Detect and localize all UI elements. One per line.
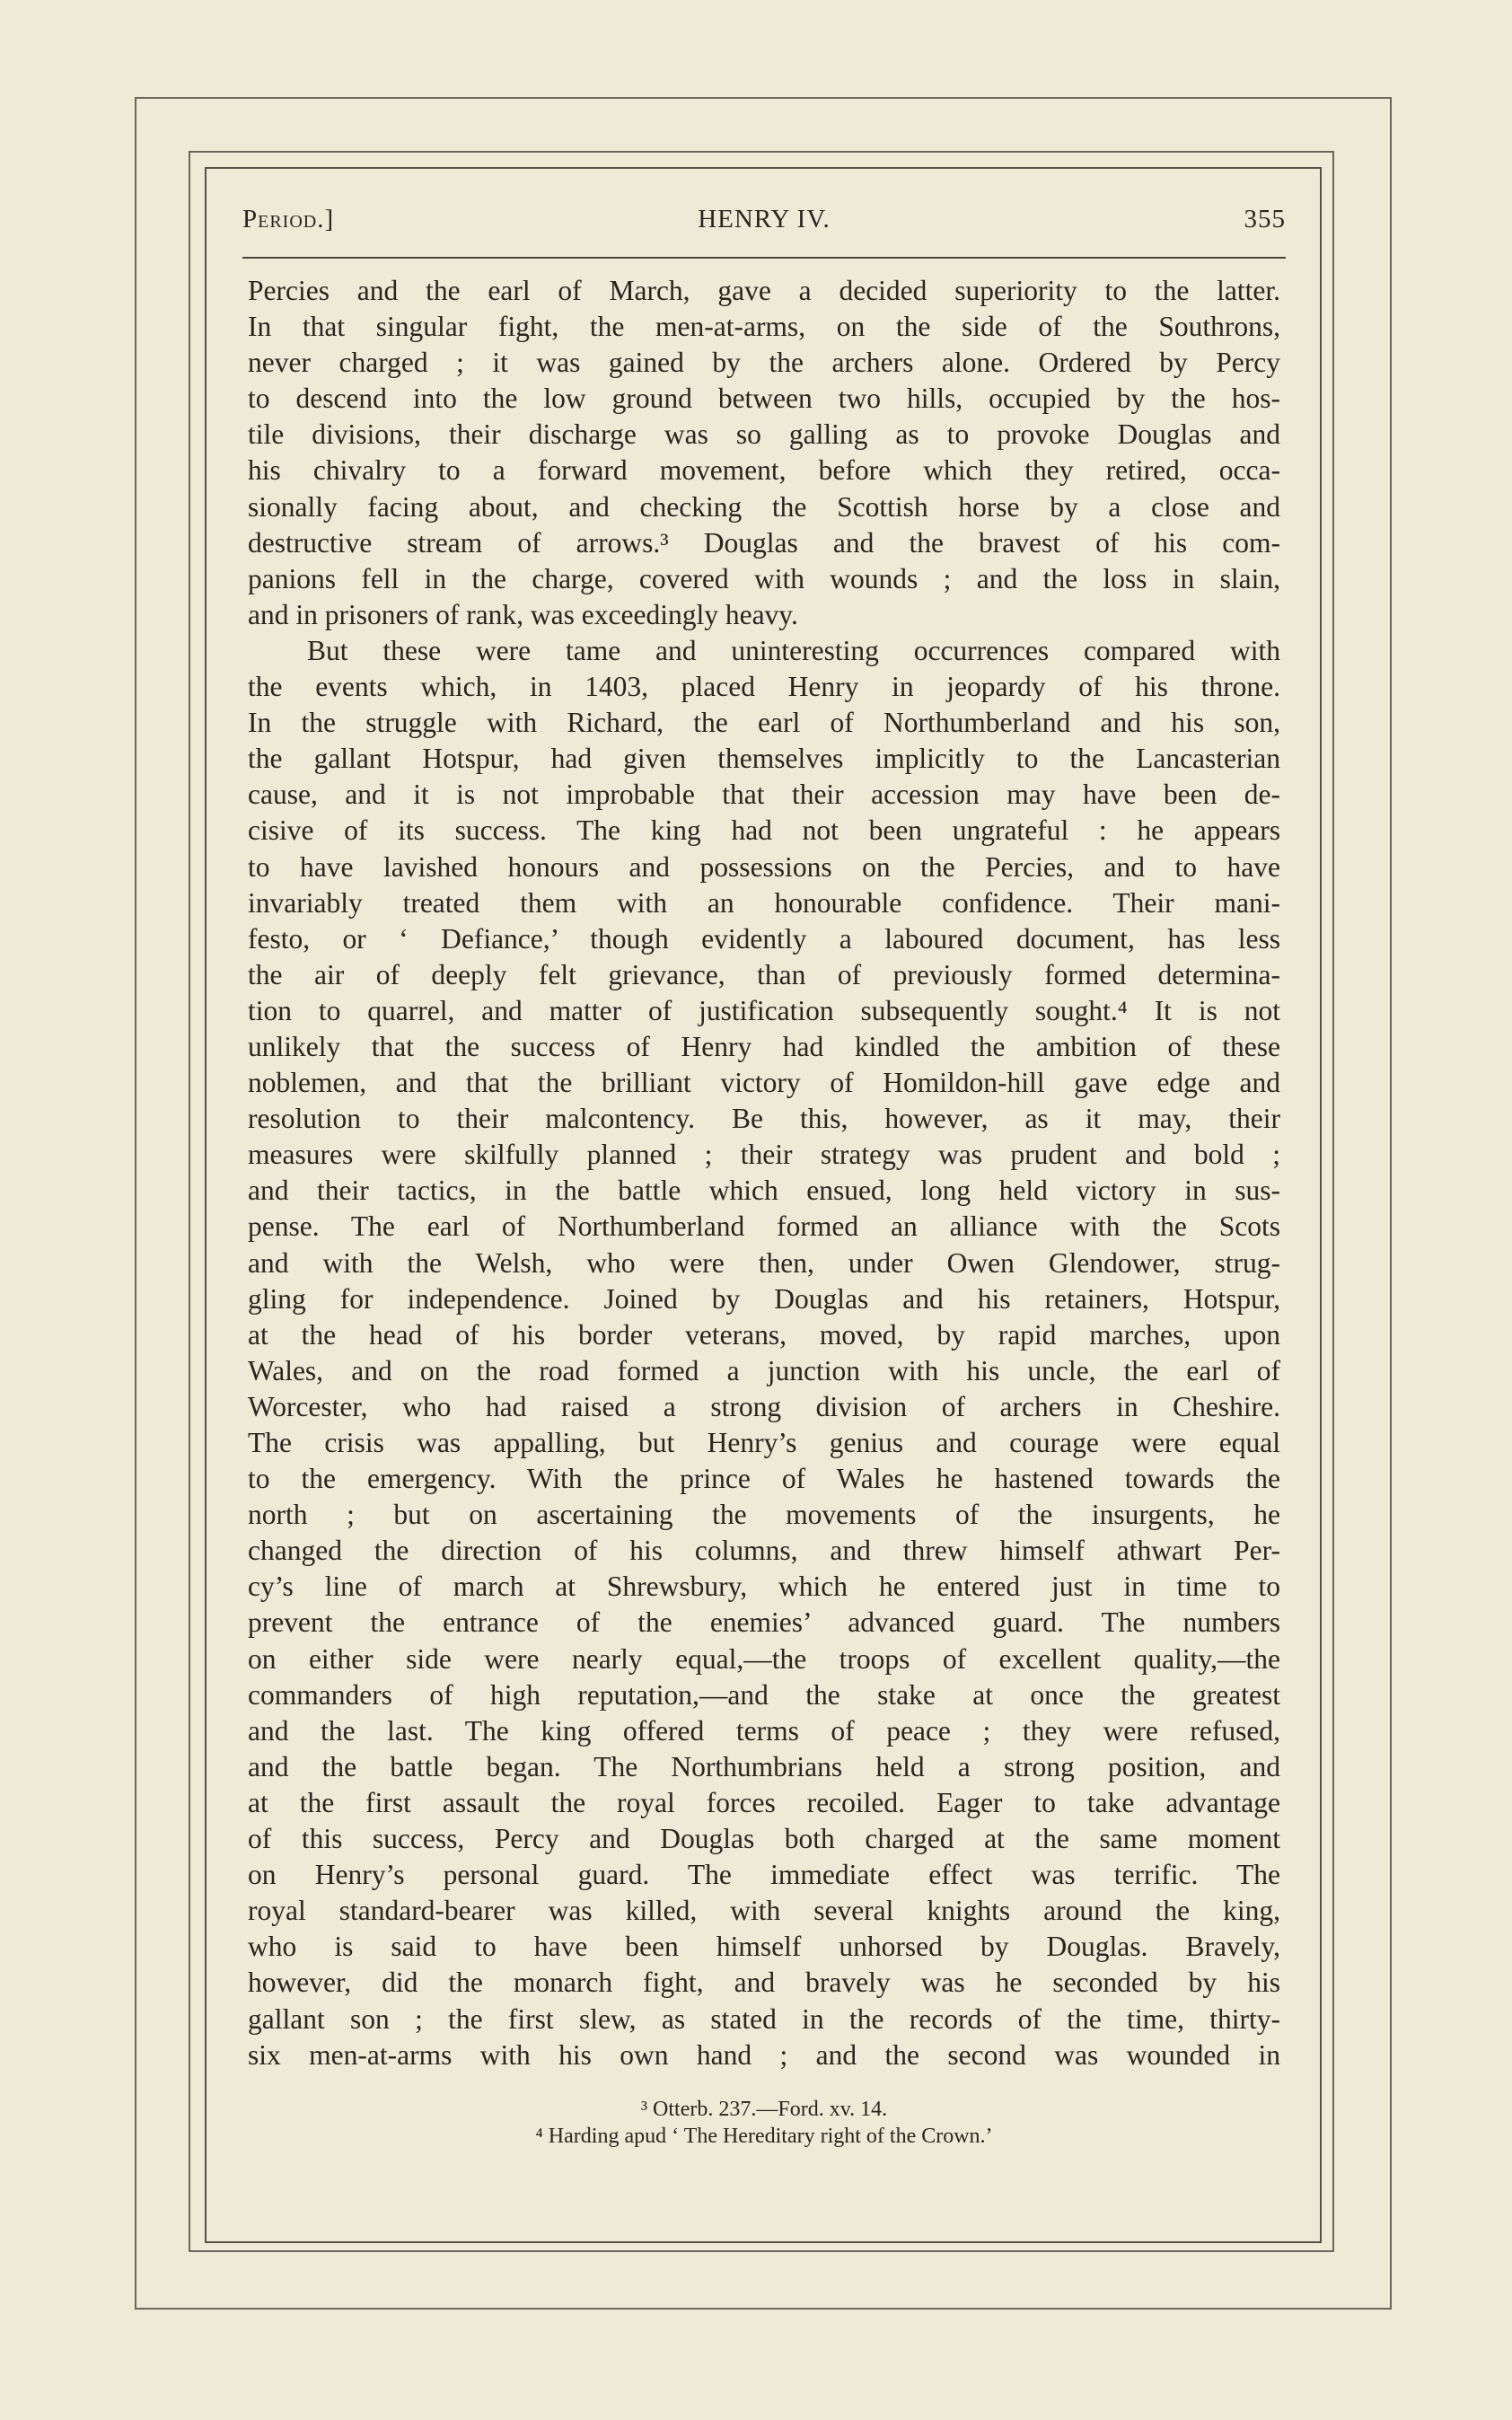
text-line: unlikely that the success of Henry had kindled the ambition of these — [248, 1030, 1280, 1062]
text-line: gallant son ; the first slew, as stated in the records of the time, thirty- — [248, 2002, 1280, 2035]
text-line: changed the direction of his columns, and threw himself athwart Per- — [248, 1535, 1280, 1567]
text-line: however, did the monarch fight, and bravely was he seconded by his — [248, 1967, 1280, 1999]
text-line: festo, or ‘ Defiance,’ though evidently a laboured document, has less — [248, 922, 1280, 955]
text-line: on either side were nearly equal,—the troops of excellent quality,—the — [248, 1642, 1280, 1675]
text-line: six men-at-arms with his own hand ; and the second was wounded in — [248, 2038, 1280, 2071]
page-number: 355 — [1244, 205, 1286, 233]
text-line: on Henry’s personal guard. The immediate effect was terrific. The — [248, 1859, 1280, 1891]
text-line: panions fell in the charge, covered with wounds ; and the loss in slain, — [248, 562, 1280, 594]
text-line: In that singular fight, the men-at-arms, on the side of the Southrons, — [248, 311, 1280, 343]
text-line: Worcester, who had raised a strong division of archers in Cheshire. — [248, 1390, 1280, 1422]
text-line: destructive stream of arrows.³ Douglas and the bravest of his com- — [248, 526, 1280, 559]
text-line: of this success, Percy and Douglas both charged at the same moment — [248, 1823, 1280, 1855]
text-line: his chivalry to a forward movement, before which they retired, occa- — [248, 454, 1280, 487]
text-line: resolution to their malcontency. Be this, however, as it may, their — [248, 1103, 1280, 1135]
text-line: the air of deeply felt grievance, than of previously formed determina- — [248, 958, 1280, 990]
text-line: commanders of high reputation,—and the stake at once the greatest — [248, 1678, 1280, 1711]
text-line: and in prisoners of rank, was exceedingly heavy. — [248, 598, 798, 630]
text-line: and their tactics, in the battle which ensued, long held victory in sus- — [248, 1175, 1280, 1207]
text-line: cause, and it is not improbable that their accession may have been de- — [248, 779, 1280, 811]
footnote-4: ⁴ Harding apud ‘ The Hereditary right of the Crown.’ — [535, 2125, 993, 2148]
running-head-section: Period.] — [242, 205, 335, 233]
text-line: north ; but on ascertaining the movements of the insurgents, he — [248, 1499, 1280, 1531]
text-line: at the head of his border veterans, moved, by rapid marches, upon — [248, 1318, 1280, 1351]
running-head-title: HENRY IV. — [698, 205, 831, 233]
footnote-3: ³ Otterb. 237.—Ford. xv. 14. — [640, 2098, 888, 2121]
text-line: and the last. The king offered terms of peace ; they were refused, — [248, 1714, 1280, 1747]
text-line: never charged ; it was gained by the archers alone. Ordered by Percy — [248, 347, 1280, 379]
text-line: to descend into the low ground between two hills, occupied by the hos- — [248, 383, 1280, 415]
text-line: royal standard-bearer was killed, with several knights around the king, — [248, 1895, 1280, 1927]
text-line: prevent the entrance of the enemies’ advanced guard. The numbers — [248, 1606, 1280, 1639]
text-line: and the battle began. The Northumbrians held a strong position, and — [248, 1750, 1280, 1782]
header-rule — [242, 257, 1286, 259]
text-line: But these were tame and uninteresting occurrences compared with — [307, 634, 1280, 666]
running-head — [242, 205, 1286, 244]
text-line: tion to quarrel, and matter of justification subsequently sought.⁴ It is not — [248, 994, 1280, 1026]
text-line: noblemen, and that the brilliant victory of Homildon-hill gave edge and — [248, 1067, 1280, 1099]
text-line: measures were skilfully planned ; their strategy was prudent and bold ; — [248, 1139, 1280, 1171]
text-line: Percies and the earl of March, gave a decided superiority to the latter. — [248, 275, 1280, 306]
text-line: to the emergency. With the prince of Wales he hastened towards the — [248, 1463, 1280, 1495]
text-line: Wales, and on the road formed a junction with his uncle, the earl of — [248, 1354, 1280, 1386]
text-line: who is said to have been himself unhorsed by Douglas. Bravely, — [248, 1931, 1280, 1963]
text-line: the gallant Hotspur, had given themselves implicitly to the Lancasterian — [248, 743, 1280, 775]
text-line: sionally facing about, and checking the Scottish horse by a close and — [248, 490, 1280, 523]
text-line: In the struggle with Richard, the earl of Northumberland and his son, — [248, 707, 1280, 739]
text-line: pense. The earl of Northumberland formed an alliance with the Scots — [248, 1210, 1280, 1243]
text-line: to have lavished honours and possessions on the Percies, and to have — [248, 850, 1280, 883]
body-text — [248, 273, 1280, 2073]
text-line: invariably treated them with an honourable confidence. Their mani- — [248, 886, 1280, 919]
text-line: cisive of its success. The king had not been ungrateful : he appears — [248, 814, 1280, 847]
footnotes — [248, 2096, 1280, 2150]
text-line: and with the Welsh, who were then, under Owen Glendower, strug- — [248, 1246, 1280, 1279]
text-line: The crisis was appalling, but Henry’s genius and courage were equal — [248, 1427, 1280, 1458]
text-line: cy’s line of march at Shrewsbury, which he entered just in time to — [248, 1571, 1280, 1603]
text-line: gling for independence. Joined by Douglas and his retainers, Hotspur, — [248, 1282, 1280, 1315]
text-line: at the first assault the royal forces recoiled. Eager to take advantage — [248, 1786, 1280, 1818]
text-line: tile divisions, their discharge was so galling as to provoke Douglas and — [248, 418, 1280, 451]
text-line: the events which, in 1403, placed Henry in jeopardy of his throne. — [248, 671, 1280, 703]
